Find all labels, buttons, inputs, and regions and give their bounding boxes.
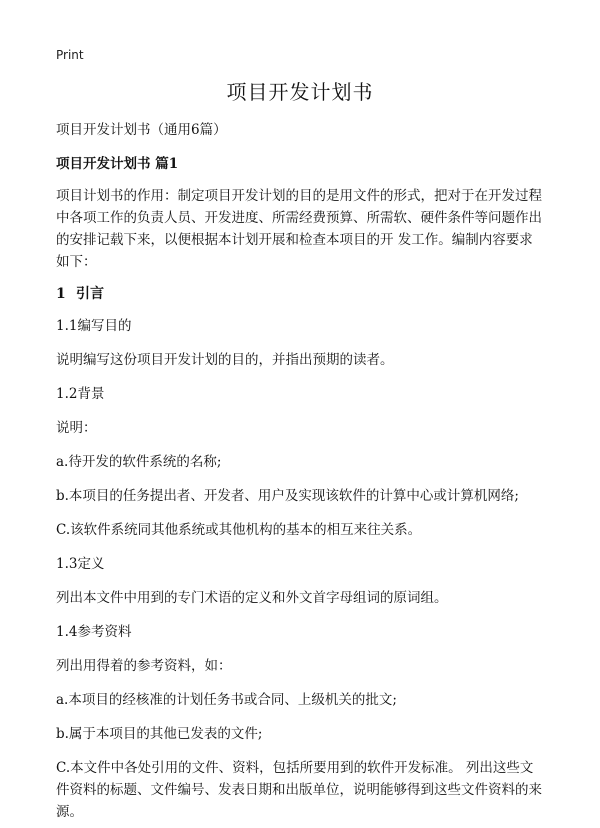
line-definitions-text: 列出本文件中用到的专门术语的定义和外文首字母组词的原词组。 bbox=[56, 590, 448, 606]
line-background-a: a.待开发的软件系统的名称; bbox=[56, 454, 222, 470]
section-title: 项目开发计划书 篇1 bbox=[56, 156, 179, 172]
line-references-c: C.本文件中各处引用的文件、资料，包括所要用到的软件开发标准。 列出这些文件资料的标题、文件编号、发表日期和出版单位，说明能够得到这些文件资料的来源。 bbox=[56, 760, 542, 820]
line-purpose-text: 说明编写这份项目开发计划的目的，并指出预期的读者。 bbox=[56, 352, 394, 368]
line-1-2-background: 1.2背景 bbox=[56, 386, 105, 402]
document-subtitle: 项目开发计划书（通用6篇） bbox=[56, 122, 227, 138]
document-title: 项目开发计划书 bbox=[226, 80, 374, 104]
intro-paragraph: 项目计划书的作用：制定项目开发计划的目的是用文件的形式，把对于在开发过程中各项工作的负责人员、开发进度、所需经费预算、所需软、硬件条件等问题作出的安排记载下来，以便根据本计划开展和检查本项目的开 发工作。编制内容要求如下： bbox=[56, 188, 542, 270]
line-1-4-references: 1.4参考资料 bbox=[56, 624, 132, 640]
heading-text: 引言 bbox=[76, 286, 104, 302]
line-references-b: b.属于本项目的其他已发表的文件; bbox=[56, 726, 263, 742]
line-1-1-purpose: 1.1编写目的 bbox=[56, 318, 132, 334]
line-1-3-definitions: 1.3定义 bbox=[56, 556, 105, 572]
heading-introduction bbox=[56, 283, 544, 305]
line-references-intro: 列出用得着的参考资料，如： bbox=[56, 658, 232, 674]
line-references-a: a.本项目的经核准的计划任务书或合同、上级机关的批文; bbox=[56, 692, 397, 708]
line-explanation: 说明： bbox=[56, 420, 97, 436]
line-background-c: C.该软件系统同其他系统或其他机构的基本的相互来往关系。 bbox=[56, 522, 422, 538]
heading-number: 1 bbox=[56, 286, 66, 302]
print-link[interactable]: Print bbox=[56, 48, 84, 62]
line-background-b: b.本项目的任务提出者、开发者、用户及实现该软件的计算中心或计算机网络; bbox=[56, 488, 519, 504]
